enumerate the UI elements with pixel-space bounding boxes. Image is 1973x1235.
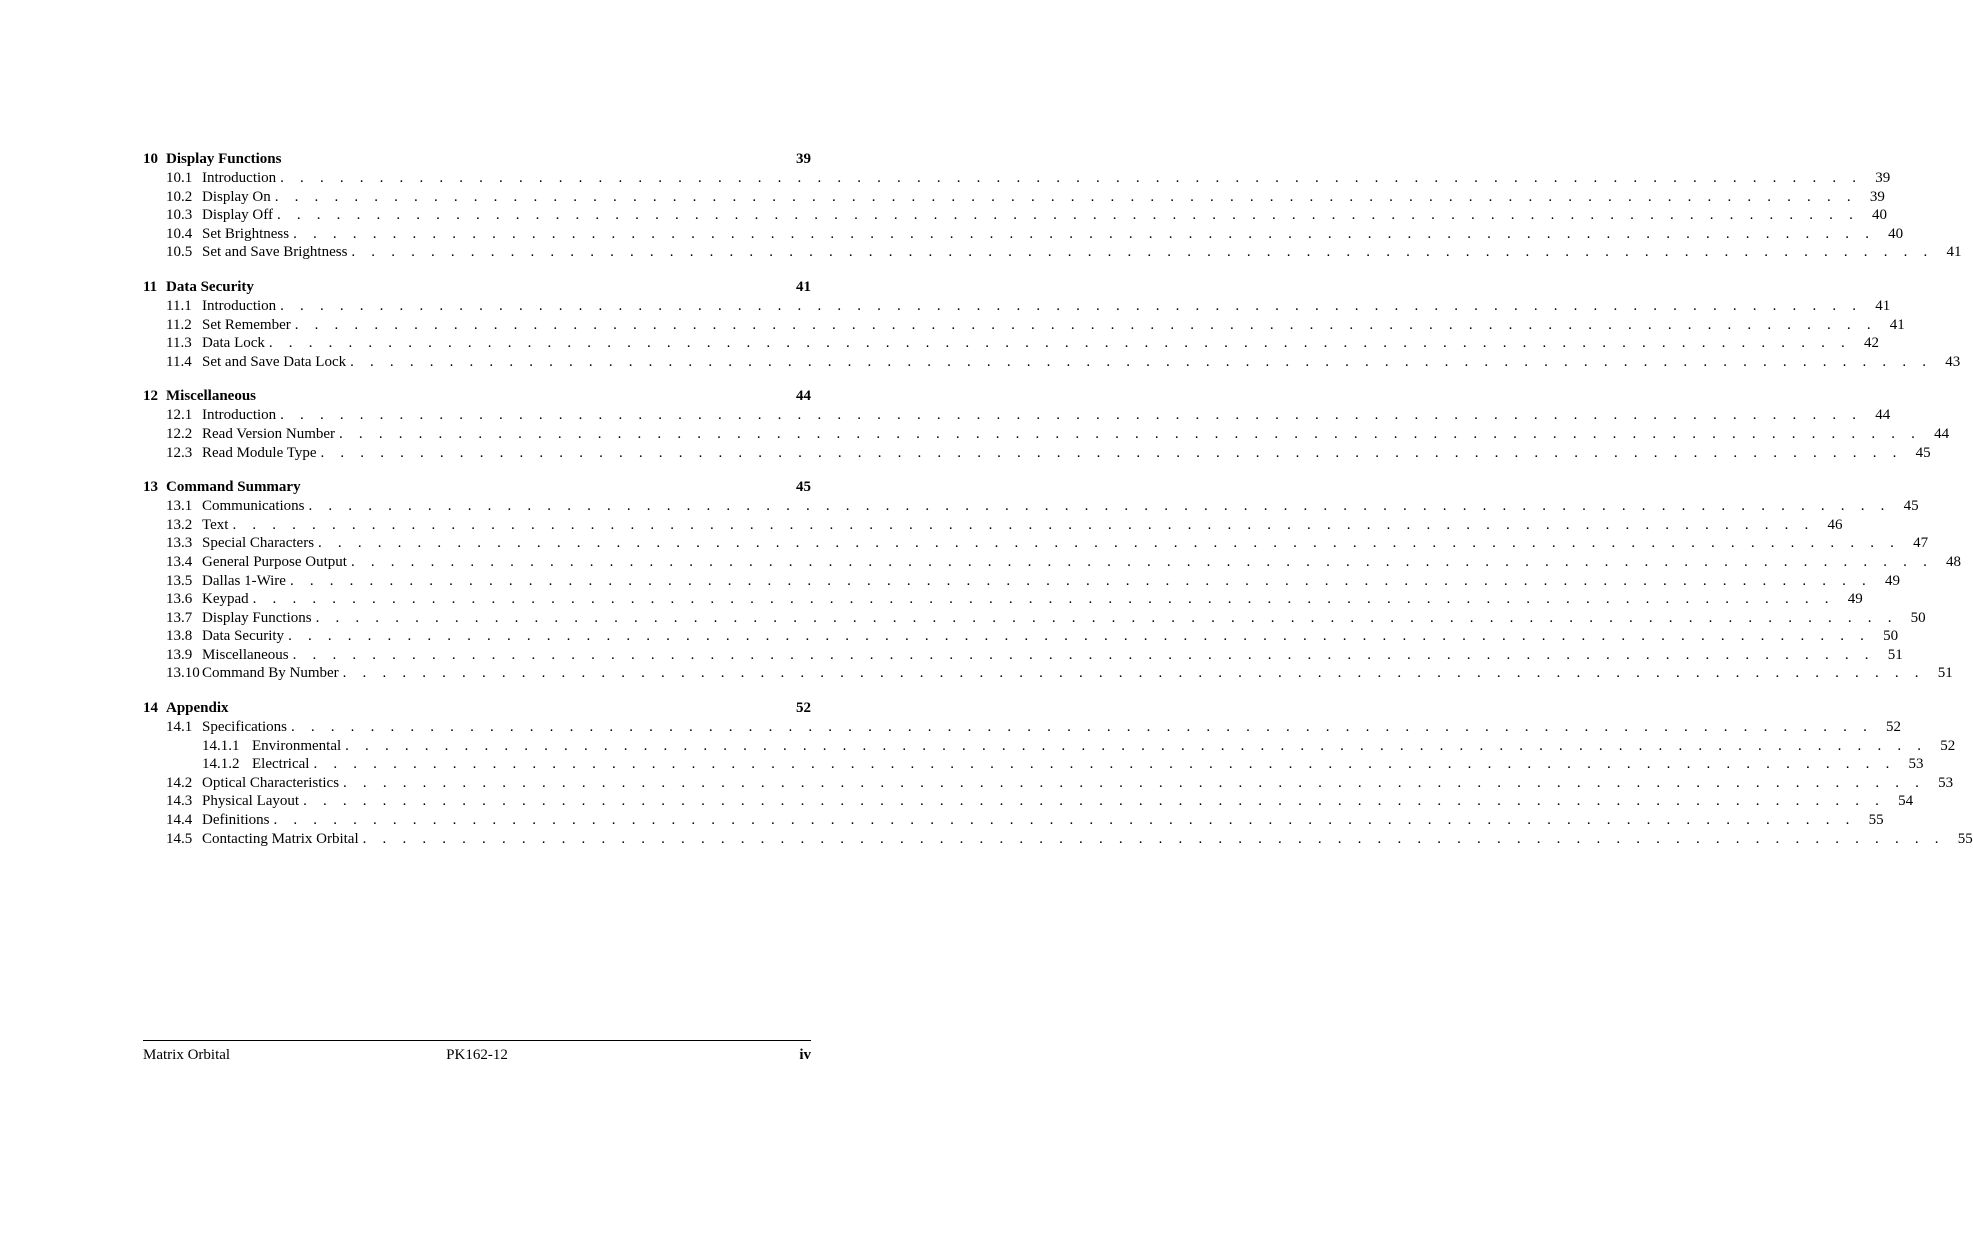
footer-company: Matrix Orbital xyxy=(143,1047,231,1063)
page-footer xyxy=(143,1040,811,1065)
entry-title: Appendix xyxy=(166,700,229,717)
entry-page-number: 45 xyxy=(1903,498,1919,515)
toc-section-entry[interactable] xyxy=(143,718,1902,737)
toc-section-entry[interactable] xyxy=(143,830,1973,849)
dot-leader: . . . . . . . . . . . . . . . . . . . . . . . . . . . . . . . . . . . . . . . . . . . . . . . . . . . . . . . . . . . . . . . . . . . . . . . . . . . . . . . . xyxy=(350,353,1933,370)
dot-leader: . . . . . . . . . . . . . . . . . . . . . . . . . . . . . . . . . . . . . . . . . . . . . . . . . . . . . . . . . . . . . . . . . . . . . . . . . . . . . . . . xyxy=(303,793,1886,810)
entry-title: Miscellaneous xyxy=(166,388,256,405)
entry-page-number: 50 xyxy=(1883,628,1899,645)
entry-title: Environmental xyxy=(252,737,342,754)
entry-page-number: 42 xyxy=(1863,335,1879,352)
entry-number: 14.2 xyxy=(166,774,193,791)
dot-leader: . . . . . . . . . . . . . . . . . . . . . . . . . . . . . . . . . . . . . . . . . . . . . . . . . . . . . . . . . . . . . . . . . . . . . . . . . . . . . . . . xyxy=(315,609,1898,626)
entry-page-number: 49 xyxy=(1885,572,1901,589)
entry-page-number: 45 xyxy=(796,479,811,496)
entry-page-number: 39 xyxy=(796,151,811,167)
entry-title: Display On xyxy=(202,188,271,205)
entry-title: Read Module Type xyxy=(202,444,317,461)
toc-section-entry[interactable] xyxy=(143,792,1914,811)
table-of-contents xyxy=(143,149,1973,863)
entry-number: 11 xyxy=(143,278,158,295)
entry-number: 13.5 xyxy=(166,572,193,589)
toc-section xyxy=(143,477,1962,683)
entry-page-number: 53 xyxy=(1908,756,1924,773)
toc-section-entry[interactable] xyxy=(143,646,1903,665)
entry-page-number: 43 xyxy=(1945,353,1961,370)
entry-number: 14.1 xyxy=(166,719,193,736)
entry-number: 11.4 xyxy=(166,353,192,370)
entry-page-number: 40 xyxy=(1888,225,1904,242)
entry-title: Command Summary xyxy=(166,479,301,496)
dot-leader: . . . . . . . . . . . . . . . . . . . . . . . . . . . . . . . . . . . . . . . . . . . . . . . . . . . . . . . . . . . . . . . . . . . . . . . . . . . . . . . . xyxy=(343,774,1926,791)
toc-section-entry[interactable] xyxy=(143,225,1904,244)
entry-title: Special Characters xyxy=(202,535,315,552)
dot-leader: . . . . . . . . . . . . . . . . . . . . . . . . . . . . . . . . . . . . . . . . . . . . . . . . . . . . . . . . . . . . . . . . . . . . . . . . . . . . . . . . xyxy=(232,516,1815,533)
dot-leader: . . . . . . . . . . . . . . . . . . . . . . . . . . . . . . . . . . . . . . . . . . . . . . . . . . . . . . . . . . . . . . . . . . . . . . . . . . . . . . . . xyxy=(313,756,1896,773)
entry-title: Set Brightness xyxy=(202,225,290,242)
entry-page-number: 41 xyxy=(796,278,811,295)
entry-title: Dallas 1-Wire xyxy=(202,572,286,589)
dot-leader: . . . . . . . . . . . . . . . . . . . . . . . . . . . . . . . . . . . . . . . . . . . . . . . . . . . . . . . . . . . . . . . . . . . . . . . . . . . . . . . . xyxy=(294,316,1877,333)
entry-number: 14 xyxy=(143,700,158,717)
entry-title: Text xyxy=(202,516,229,533)
dot-leader: . . . . . . . . . . . . . . . . . . . . . . . . . . . . . . . . . . . . . . . . . . . . . . . . . . . . . . . . . . . . . . . . . . . . . . . . . . . . . . . . xyxy=(350,553,1934,570)
toc-section-entry[interactable] xyxy=(143,188,1885,207)
entry-number: 10.3 xyxy=(166,207,193,224)
toc-section-entry[interactable] xyxy=(143,206,1888,225)
entry-page-number: 51 xyxy=(1937,665,1953,682)
toc-section-entry[interactable] xyxy=(143,553,1962,572)
entry-number: 13.1 xyxy=(166,498,193,515)
entry-title: Read Version Number xyxy=(202,425,336,442)
dot-leader: . . . . . . . . . . . . . . . . . . . . . . . . . . . . . . . . . . . . . . . . . . . . . . . . . . . . . . . . . . . . . . . . . . . . . . . . . . . . . . . . xyxy=(276,207,1860,224)
toc-section-entry[interactable] xyxy=(143,811,1884,830)
entry-number: 12 xyxy=(143,388,158,405)
toc-section-entry[interactable] xyxy=(143,169,1891,188)
entry-title: Display Off xyxy=(202,207,273,224)
entry-page-number: 55 xyxy=(1957,830,1973,847)
toc-section-entry[interactable] xyxy=(143,406,1891,425)
entry-page-number: 44 xyxy=(1875,407,1891,424)
toc-section-entry[interactable] xyxy=(143,627,1899,646)
dot-leader: . . . . . . . . . . . . . . . . . . . . . . . . . . . . . . . . . . . . . . . . . . . . . . . . . . . . . . . . . . . . . . . . . . . . . . . . . . . . . . . . xyxy=(268,335,1851,352)
toc-section-entry[interactable] xyxy=(143,516,1843,535)
entry-number: 14.1.1 xyxy=(202,737,240,754)
entry-number: 12.3 xyxy=(166,444,193,461)
dot-leader: . . . . . . . . . . . . . . . . . . . . . . . . . . . . . . . . . . . . . . . . . . . . . . . . . . . . . . . . . . . . . . . . . . . . . . . . . . . . . . . . xyxy=(288,628,1871,645)
entry-title: Display Functions xyxy=(202,609,312,626)
entry-number: 14.3 xyxy=(166,793,193,810)
entry-title: Data Security xyxy=(166,278,254,295)
toc-chapter-entry[interactable] xyxy=(143,477,811,497)
entry-number: 13.10 xyxy=(166,665,200,682)
toc-section-entry[interactable] xyxy=(143,664,1953,683)
entry-title: Introduction xyxy=(202,297,277,314)
entry-title: Display Functions xyxy=(166,151,282,167)
entry-number: 13 xyxy=(143,479,158,496)
entry-page-number: 51 xyxy=(1887,646,1903,663)
entry-number: 10 xyxy=(143,151,158,167)
entry-title: Keypad xyxy=(202,591,249,608)
entry-number: 12.1 xyxy=(166,407,193,424)
dot-leader: . . . . . . . . . . . . . . . . . . . . . . . . . . . . . . . . . . . . . . . . . . . . . . . . . . . . . . . . . . . . . . . . . . . . . . . . . . . . . . . . xyxy=(362,830,1945,847)
dot-leader: . . . . . . . . . . . . . . . . . . . . . . . . . . . . . . . . . . . . . . . . . . . . . . . . . . . . . . . . . . . . . . . . . . . . . . . . . . . . . . . . xyxy=(351,244,1934,261)
entry-number: 10.1 xyxy=(166,170,193,186)
toc-section-entry[interactable] xyxy=(143,425,1950,444)
entry-number: 13.7 xyxy=(166,609,193,626)
entry-page-number: 46 xyxy=(1827,516,1843,533)
entry-number: 13.6 xyxy=(166,591,193,608)
dot-leader: . . . . . . . . . . . . . . . . . . . . . . . . . . . . . . . . . . . . . . . . . . . . . . . . . . . . . . . . . . . . . . . . . . . . . . . . . . . . . . . . xyxy=(289,572,1873,589)
entry-number: 11.3 xyxy=(166,335,192,352)
entry-title: Data Security xyxy=(202,628,285,645)
toc-section-entry[interactable] xyxy=(143,316,1905,335)
entry-page-number: 50 xyxy=(1910,609,1926,626)
dot-leader: . . . . . . . . . . . . . . . . . . . . . . . . . . . . . . . . . . . . . . . . . . . . . . . . . . . . . . . . . . . . . . . . . . . . . . . . . . . . . . . . xyxy=(339,425,1922,442)
entry-title: Definitions xyxy=(202,812,270,829)
toc-section-entry[interactable] xyxy=(143,334,1879,353)
toc-chapter-entry[interactable] xyxy=(143,149,811,169)
entry-number: 10.2 xyxy=(166,188,193,205)
entry-title: Set and Save Brightness xyxy=(202,244,348,261)
entry-page-number: 52 xyxy=(1940,737,1956,754)
entry-title: Miscellaneous xyxy=(202,646,289,663)
dot-leader: . . . . . . . . . . . . . . . . . . . . . . . . . . . . . . . . . . . . . . . . . . . . . . . . . . . . . . . . . . . . . . . . . . . . . . . . . . . . . . . . xyxy=(280,297,1863,314)
entry-number: 14.5 xyxy=(166,830,193,847)
toc-chapter-entry[interactable] xyxy=(143,277,811,297)
entry-page-number: 49 xyxy=(1847,591,1863,608)
dot-leader: . . . . . . . . . . . . . . . . . . . . . . . . . . . . . . . . . . . . . . . . . . . . . . . . . . . . . . . . . . . . . . . . . . . . . . . . . . . . . . . . xyxy=(273,812,1856,829)
entry-title: Set and Save Data Lock xyxy=(202,353,347,370)
entry-number: 13.8 xyxy=(166,628,193,645)
entry-title: Communications xyxy=(202,498,305,515)
toc-section xyxy=(143,277,1961,371)
entry-page-number: 44 xyxy=(796,388,811,405)
footer-model: PK162-12 xyxy=(446,1047,508,1063)
entry-number: 10.5 xyxy=(166,244,193,261)
entry-number: 13.4 xyxy=(166,553,193,570)
entry-title: Introduction xyxy=(202,407,277,424)
toc-section-entry[interactable] xyxy=(143,609,1926,628)
entry-title: General Purpose Output xyxy=(202,553,347,570)
toc-section-entry[interactable] xyxy=(143,297,1891,316)
entry-number: 12.2 xyxy=(166,425,193,442)
toc-section xyxy=(143,149,1962,262)
entry-number: 13.9 xyxy=(166,646,193,663)
toc-section-entry[interactable] xyxy=(143,590,1863,609)
entry-number: 11.2 xyxy=(166,316,192,333)
entry-title: Command By Number xyxy=(202,665,339,682)
entry-number: 14.4 xyxy=(166,812,193,829)
entry-page-number: 52 xyxy=(1886,719,1902,736)
toc-chapter-entry[interactable] xyxy=(143,386,811,406)
entry-title: Electrical xyxy=(252,756,310,773)
entry-number: 11.1 xyxy=(166,297,192,314)
entry-page-number: 39 xyxy=(1869,188,1885,205)
entry-title: Introduction xyxy=(202,170,277,186)
toc-section-entry[interactable] xyxy=(143,243,1962,262)
entry-page-number: 47 xyxy=(1913,535,1929,552)
entry-page-number: 41 xyxy=(1875,297,1891,314)
entry-number: 13.3 xyxy=(166,535,193,552)
entry-page-number: 45 xyxy=(1915,444,1931,461)
dot-leader: . . . . . . . . . . . . . . . . . . . . . . . . . . . . . . . . . . . . . . . . . . . . . . . . . . . . . . . . . . . . . . . . . . . . . . . . . . . . . . . . xyxy=(274,188,1857,205)
dot-leader: . . . . . . . . . . . . . . . . . . . . . . . . . . . . . . . . . . . . . . . . . . . . . . . . . . . . . . . . . . . . . . . . . . . . . . . . . . . . . . . . xyxy=(280,170,1863,186)
entry-number: 14.1.2 xyxy=(202,756,240,773)
dot-leader: . . . . . . . . . . . . . . . . . . . . . . . . . . . . . . . . . . . . . . . . . . . . . . . . . . . . . . . . . . . . . . . . . . . . . . . . . . . . . . . . xyxy=(290,719,1874,736)
entry-page-number: 41 xyxy=(1946,244,1962,261)
entry-title: Data Lock xyxy=(202,335,265,352)
dot-leader: . . . . . . . . . . . . . . . . . . . . . . . . . . . . . . . . . . . . . . . . . . . . . . . . . . . . . . . . . . . . . . . . . . . . . . . . . . . . . . . . xyxy=(308,498,1891,515)
entry-page-number: 54 xyxy=(1898,793,1914,810)
footer-page-number: iv xyxy=(799,1047,811,1063)
entry-page-number: 55 xyxy=(1868,812,1884,829)
entry-page-number: 39 xyxy=(1875,170,1891,186)
toc-section-entry[interactable] xyxy=(143,774,1954,793)
toc-section-entry[interactable] xyxy=(143,572,1901,591)
entry-title: Optical Characteristics xyxy=(202,774,340,791)
toc-section-entry[interactable] xyxy=(143,755,1924,774)
dot-leader: . . . . . . . . . . . . . . . . . . . . . . . . . . . . . . . . . . . . . . . . . . . . . . . . . . . . . . . . . . . . . . . . . . . . . . . . . . . . . . . . xyxy=(252,591,1835,608)
entry-title: Set Remember xyxy=(202,316,291,333)
entry-page-number: 53 xyxy=(1938,774,1954,791)
toc-section xyxy=(143,698,1973,848)
toc-section-entry[interactable] xyxy=(143,353,1961,372)
entry-page-number: 52 xyxy=(796,700,811,717)
toc-section-entry[interactable] xyxy=(143,497,1919,516)
dot-leader: . . . . . . . . . . . . . . . . . . . . . . . . . . . . . . . . . . . . . . . . . . . . . . . . . . . . . . . . . . . . . . . . . . . . . . . . . . . . . . . . xyxy=(320,444,1903,461)
dot-leader: . . . . . . . . . . . . . . . . . . . . . . . . . . . . . . . . . . . . . . . . . . . . . . . . . . . . . . . . . . . . . . . . . . . . . . . . . . . . . . . . xyxy=(318,535,1901,552)
entry-number: 10.4 xyxy=(166,225,193,242)
toc-section-entry[interactable] xyxy=(143,534,1929,553)
toc-section-entry[interactable] xyxy=(143,737,1956,756)
toc-section-entry[interactable] xyxy=(143,444,1931,463)
toc-section xyxy=(143,386,1950,462)
entry-page-number: 40 xyxy=(1872,207,1888,224)
entry-number: 13.2 xyxy=(166,516,193,533)
entry-page-number: 44 xyxy=(1934,425,1950,442)
entry-title: Physical Layout xyxy=(202,793,300,810)
toc-chapter-entry[interactable] xyxy=(143,698,811,718)
dot-leader: . . . . . . . . . . . . . . . . . . . . . . . . . . . . . . . . . . . . . . . . . . . . . . . . . . . . . . . . . . . . . . . . . . . . . . . . . . . . . . . . xyxy=(292,646,1875,663)
dot-leader: . . . . . . . . . . . . . . . . . . . . . . . . . . . . . . . . . . . . . . . . . . . . . . . . . . . . . . . . . . . . . . . . . . . . . . . . . . . . . . . . xyxy=(293,225,1876,242)
entry-page-number: 48 xyxy=(1946,553,1962,570)
dot-leader: . . . . . . . . . . . . . . . . . . . . . . . . . . . . . . . . . . . . . . . . . . . . . . . . . . . . . . . . . . . . . . . . . . . . . . . . . . . . . . . . xyxy=(342,665,1925,682)
entry-page-number: 41 xyxy=(1889,316,1905,333)
entry-title: Contacting Matrix Orbital xyxy=(202,830,359,847)
entry-title: Specifications xyxy=(202,719,287,736)
dot-leader: . . . . . . . . . . . . . . . . . . . . . . . . . . . . . . . . . . . . . . . . . . . . . . . . . . . . . . . . . . . . . . . . . . . . . . . . . . . . . . . . xyxy=(345,737,1928,754)
dot-leader: . . . . . . . . . . . . . . . . . . . . . . . . . . . . . . . . . . . . . . . . . . . . . . . . . . . . . . . . . . . . . . . . . . . . . . . . . . . . . . . . xyxy=(280,407,1863,424)
